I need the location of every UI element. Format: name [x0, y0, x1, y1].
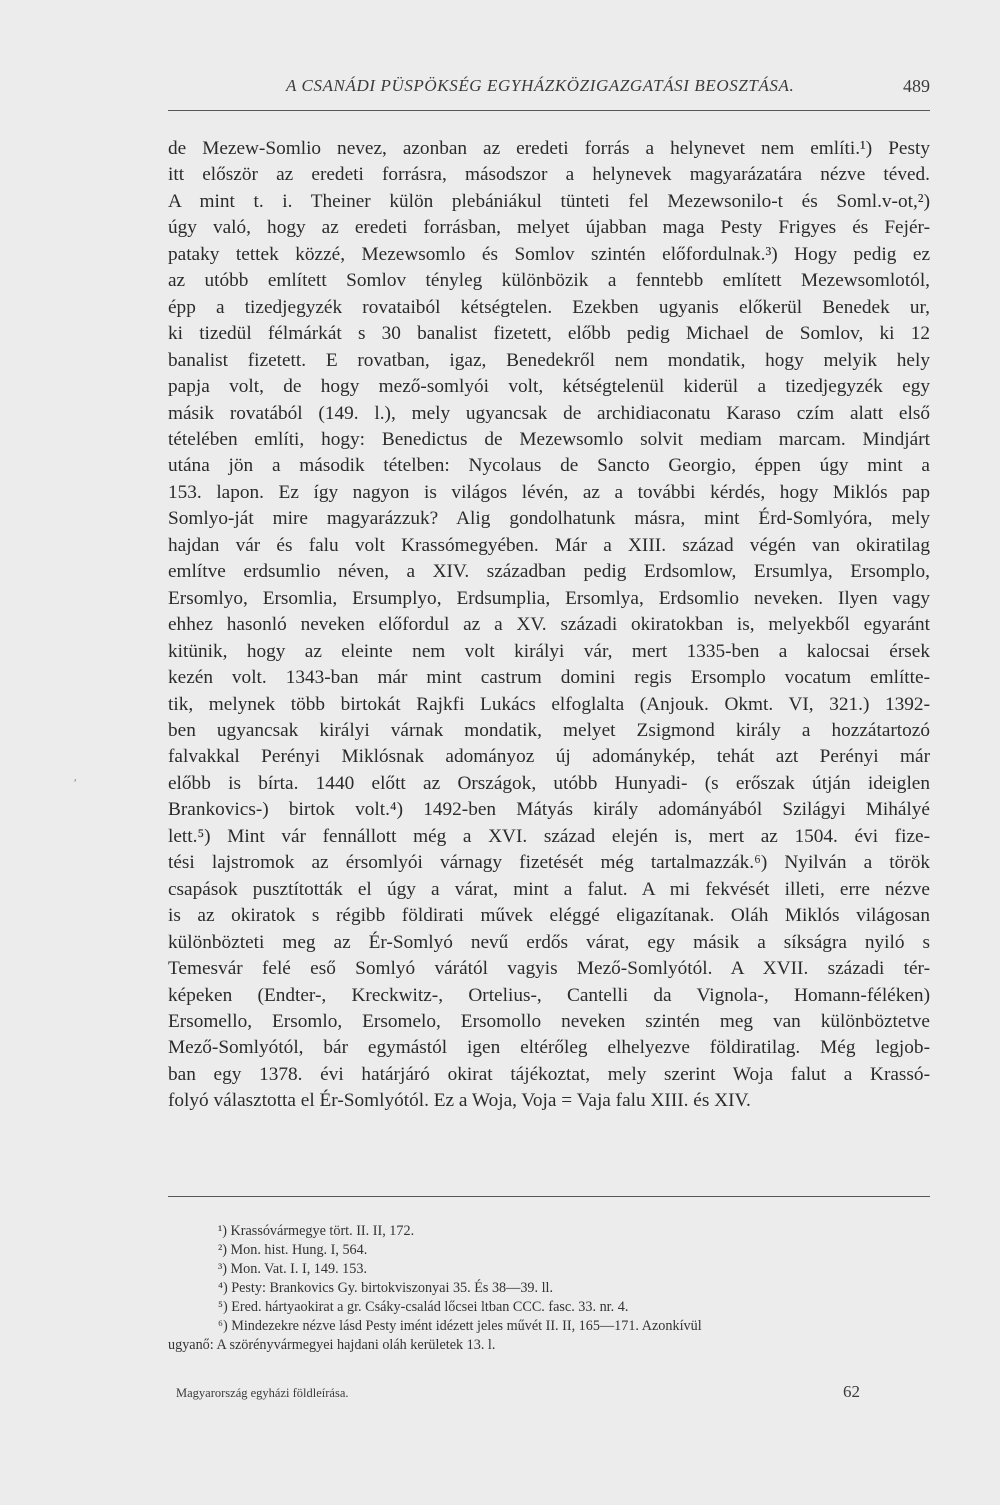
text-line: Temesvár felé eső Somlyó várától vagyis Mező-Somlyótól. A XVII. századi tér-	[168, 958, 930, 980]
text-line: Mező-Somlyótól, bár egymástól igen eltérőleg elhelyezve földiratilag. Még legjob-	[168, 1037, 930, 1059]
footnote: ⁶) Mindezekre nézve lásd Pesty imént idézett jeles művét II. II, 165—171. Azonkívül	[218, 1318, 702, 1334]
footnote: ¹) Krassóvármegye tört. II. II, 172.	[218, 1223, 415, 1239]
text-line: kezén volt. 1343-ban már mint castrum domini regis Ersomplo vocatum említte-	[168, 667, 930, 689]
page-number: 489	[903, 76, 930, 96]
text-line: tési lajstromok az érsomlyói várnagy fizetését még tartalmazzák.⁶) Nyilván a török	[168, 852, 930, 874]
margin-mark: ʹ	[74, 776, 77, 790]
text-line: az utóbb említett Somlov tényleg különbözik a fenntebb említett Mezewsomlotól,	[168, 270, 930, 292]
text-line: ki tizedül félmárkát s 30 banalist fizetett, előbb pedig Michael de Somlov, ki 12	[168, 323, 930, 345]
text-line: utána jön a második tételben: Nycolaus de Sancto Georgio, éppen úgy mint a	[168, 455, 930, 477]
text-line: ehhez hasonló neveken előfordul az a XV. századi okiratokban is, melyekből egyaránt	[168, 614, 930, 636]
text-line: tik, melynek több birtokát Rajkfi Lukács elfoglalta (Anjouk. Okmt. VI, 321.) 1392-	[168, 693, 930, 715]
text-line: előbb is bírta. 1440 előtt az Országok, utóbb Hunyadi- (s erőszak útján ideiglen	[168, 772, 930, 794]
signature-line: Magyarország egyházi földleírása.	[176, 1386, 349, 1400]
text-line: Somlyo-ját mire magyarázzuk? Alig gondolhatunk másra, mint Érd-Somlyóra, mely	[168, 508, 930, 530]
footnote: ⁵) Ered. hártyaokirat a gr. Csáky-család lőcsei ltban CCC. fasc. 33. nr. 4.	[218, 1299, 629, 1315]
footnote: ²) Mon. hist. Hung. I, 564.	[218, 1242, 368, 1258]
text-line: képeken (Endter-, Kreckwitz-, Ortelius-, Cantelli da Vignola-, Homann-féléken)	[168, 984, 930, 1006]
running-head	[168, 76, 930, 106]
body-text	[168, 136, 930, 1115]
text-line: A mint t. i. Theiner külön plebániákul tünteti fel Mezewsonilo-t és Soml.v-ot,²)	[168, 190, 930, 212]
text-line: pataky tettek közzé, Mezewsomlo és Somlov szintén előfordulnak.³) Hogy pedig ez	[168, 243, 930, 265]
text-line: ben ugyancsak királyi várnak mondatik, melyet Zsigmond király a hozzátartozó	[168, 719, 930, 741]
text-line: hajdan vár és falu volt Krassómegyében. Már a XIII. század végén van okiratilag	[168, 534, 930, 556]
footnote: ⁴) Pesty: Brankovics Gy. birtokviszonyai 35. És 38—39. ll.	[218, 1280, 554, 1296]
text-line: Ersomello, Ersomlo, Ersomelo, Ersomollo neveken szintén meg van különböztetve	[168, 1010, 930, 1032]
text-line: lett.⁵) Mint vár fennállott még a XVI. század elején is, mert az 1504. évi fize-	[168, 825, 930, 847]
footnote-rule	[168, 1196, 930, 1197]
text-line: ban egy 1378. évi határjáró okirat tájékoztat, mely szerint Woja falut a Krassó-	[168, 1063, 930, 1085]
text-line: Brankovics-) birtok volt.⁴) 1492-ben Mátyás király adományából Szilágyi Mihályé	[168, 799, 930, 821]
footnote: ³) Mon. Vat. I. I, 149. 153.	[218, 1261, 368, 1277]
sheet-number: 62	[843, 1382, 860, 1401]
text-line: folyó választotta el Ér-Somlyótól. Ez a Woja, Voja = Vaja falu XIII. és XIV.	[168, 1090, 751, 1112]
running-title: A CSANÁDI PÜSPÖKSÉG EGYHÁZKÖZIGAZGATÁSI BEOSZTÁSA.	[286, 76, 795, 95]
text-line: banalist fizetett. E rovatban, igaz, Benedekről nem mondatik, hogy melyik hely	[168, 349, 930, 371]
text-line: itt először az eredeti forrásra, másodszor a helynevek magyarázatára nézve téved.	[168, 164, 930, 186]
footnote-continuation: ugyanő: A szörényvármegyei hajdani oláh kerületek 13. l.	[168, 1337, 496, 1353]
header-rule	[168, 110, 930, 111]
text-line: kitünik, hogy az eleinte nem volt királyi vár, mert 1335-ben a kalocsai érsek	[168, 640, 930, 662]
text-line: épp a tizedjegyzék rovataiból kétségtelen. Ezekben ugyanis előkerül Benedek ur,	[168, 296, 930, 318]
text-line: papja volt, de hogy mező-somlyói volt, kétségtelenül kiderül a tizedjegyzék egy	[168, 376, 930, 398]
text-line: tételében említi, hogy: Benedictus de Mezewsomlo solvit mediam marcam. Mindjárt	[168, 428, 930, 450]
text-line: különbözteti meg az Ér-Somlyó nevű erdős várat, egy másik a síkságra nyiló s	[168, 931, 930, 953]
text-line: említve erdsumlio néven, a XIV. században pedig Erdsomlow, Ersumlya, Ersomplo,	[168, 561, 930, 583]
text-line: csapások pusztították el úgy a várat, mint a falut. A mi fekvését illeti, erre nézve	[168, 878, 930, 900]
text-line: 153. lapon. Ez így nagyon is világos lévén, az a további kérdés, hogy Miklós pap	[168, 481, 930, 503]
text-line: falvakkal Perényi Miklósnak adományoz új adománykép, tehát azt Perényi már	[168, 746, 930, 768]
text-line: másik rovatából (149. l.), mely ugyancsak de archidiaconatu Karaso czím alatt első	[168, 402, 930, 424]
footnotes	[168, 1222, 930, 1355]
text-line: Ersomlyo, Ersomlia, Ersumplyo, Erdsumplia, Ersomlya, Erdsomlio neveken. Ilyen vagy	[168, 587, 930, 609]
page-footer	[168, 1382, 930, 1406]
text-line: de Mezew-Somlio nevez, azonban az eredeti forrás a helynevet nem említi.¹) Pesty	[168, 138, 930, 159]
text-line: is az okiratok s régibb földirati művek eléggé eligazítanak. Oláh Miklós világosan	[168, 905, 930, 927]
text-line: úgy való, hogy az eredeti forrásban, melyet újabban maga Pesty Frigyes és Fejér-	[168, 217, 930, 239]
